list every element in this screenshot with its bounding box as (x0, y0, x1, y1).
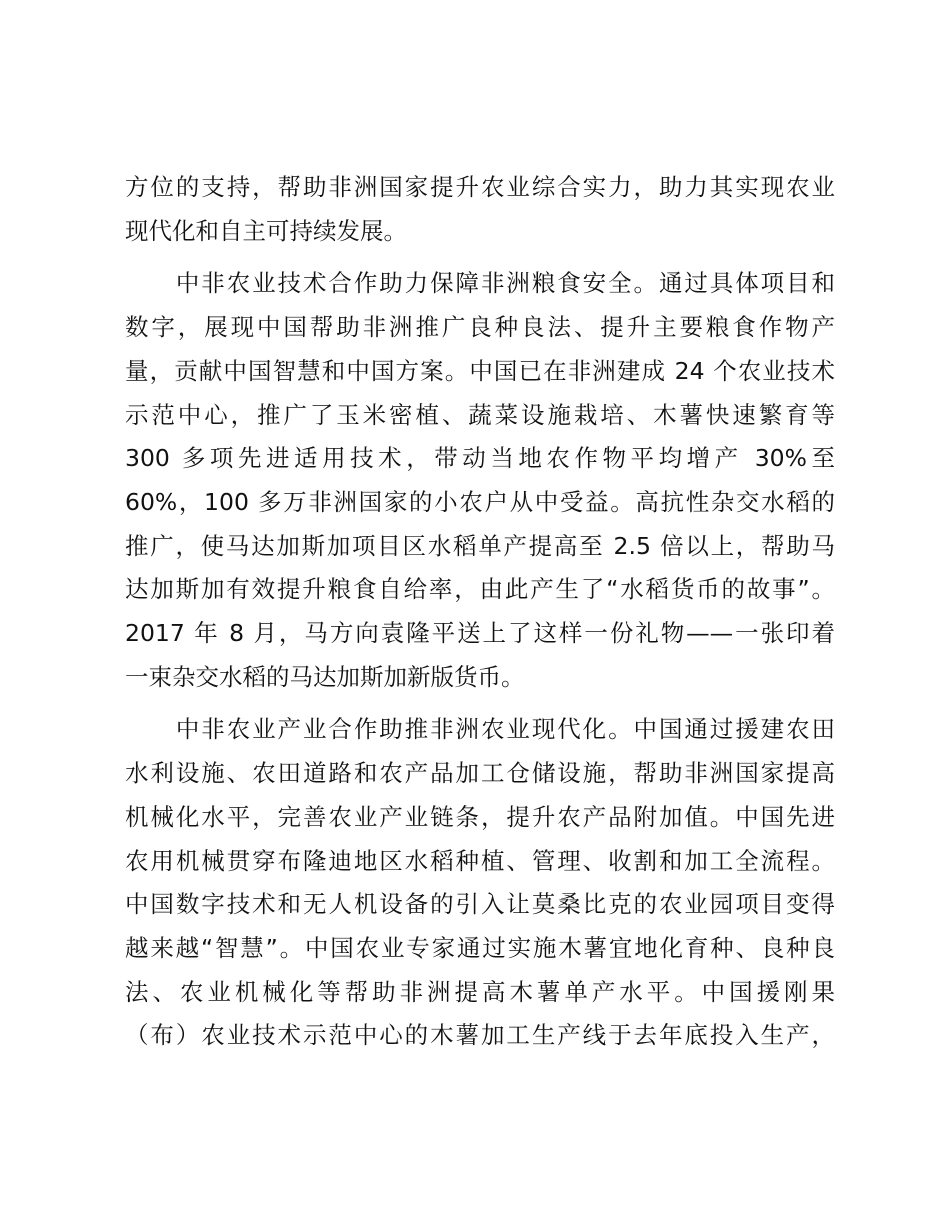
text-line: 示范中心，推广了玉米密植、蔬菜设施栽培、木薯快速繁育等 (125, 400, 835, 429)
text-line: 300 多项先进适用技术，带动当地农作物平均增产 30%至 (125, 444, 835, 473)
body-text (125, 166, 835, 1058)
text-line: 推广，使马达加斯加项目区水稻单产提高至 2.5 倍以上，帮助马 (125, 531, 835, 560)
text-line: 中非农业技术合作助力保障非洲粮食安全。通过具体项目和 (125, 269, 835, 298)
text-line: 达加斯加有效提升粮食自给率，由此产生了“水稻货币的故事”。 (125, 575, 835, 604)
text-line: 越来越“智慧”。中国农业专家通过实施木薯宜地化育种、良种良 (125, 933, 835, 962)
text-line: 一束杂交水稻的马达加斯加新版货币。 (125, 662, 525, 691)
text-line: 中非农业产业合作助推非洲农业现代化。中国通过援建农田 (125, 715, 835, 744)
text-line: 农用机械贯穿布隆迪地区水稻种植、管理、收割和加工全流程。 (125, 846, 835, 875)
text-line: 量，贡献中国智慧和中国方案。中国已在非洲建成 24 个农业技术 (125, 356, 835, 385)
text-line: 机械化水平，完善农业产业链条，提升农产品附加值。中国先进 (125, 802, 835, 831)
text-line: 法、农业机械化等帮助非洲提高木薯单产水平。中国援刚果 (125, 977, 835, 1006)
paragraph-1 (125, 166, 835, 253)
text-line: 2017 年 8 月，马方向袁隆平送上了这样一份礼物——一张印着 (125, 619, 835, 648)
text-line: 60%，100 多万非洲国家的小农户从中受益。高抗性杂交水稻的 (125, 487, 835, 516)
text-line: （布）农业技术示范中心的木薯加工生产线于去年底投入生产， (125, 1021, 835, 1050)
paragraph-3 (125, 708, 835, 1058)
paragraph-2 (125, 262, 835, 699)
text-line: 现代化和自主可持续发展。 (125, 216, 407, 245)
text-line: 数字，展现中国帮助非洲推广良种良法、提升主要粮食作物产 (125, 313, 835, 342)
text-line: 水利设施、农田道路和农产品加工仓储设施，帮助非洲国家提高 (125, 759, 835, 788)
text-line: 方位的支持，帮助非洲国家提升农业综合实力，助力其实现农业 (125, 173, 835, 201)
text-line: 中国数字技术和无人机设备的引入让莫桑比克的农业园项目变得 (125, 890, 835, 919)
